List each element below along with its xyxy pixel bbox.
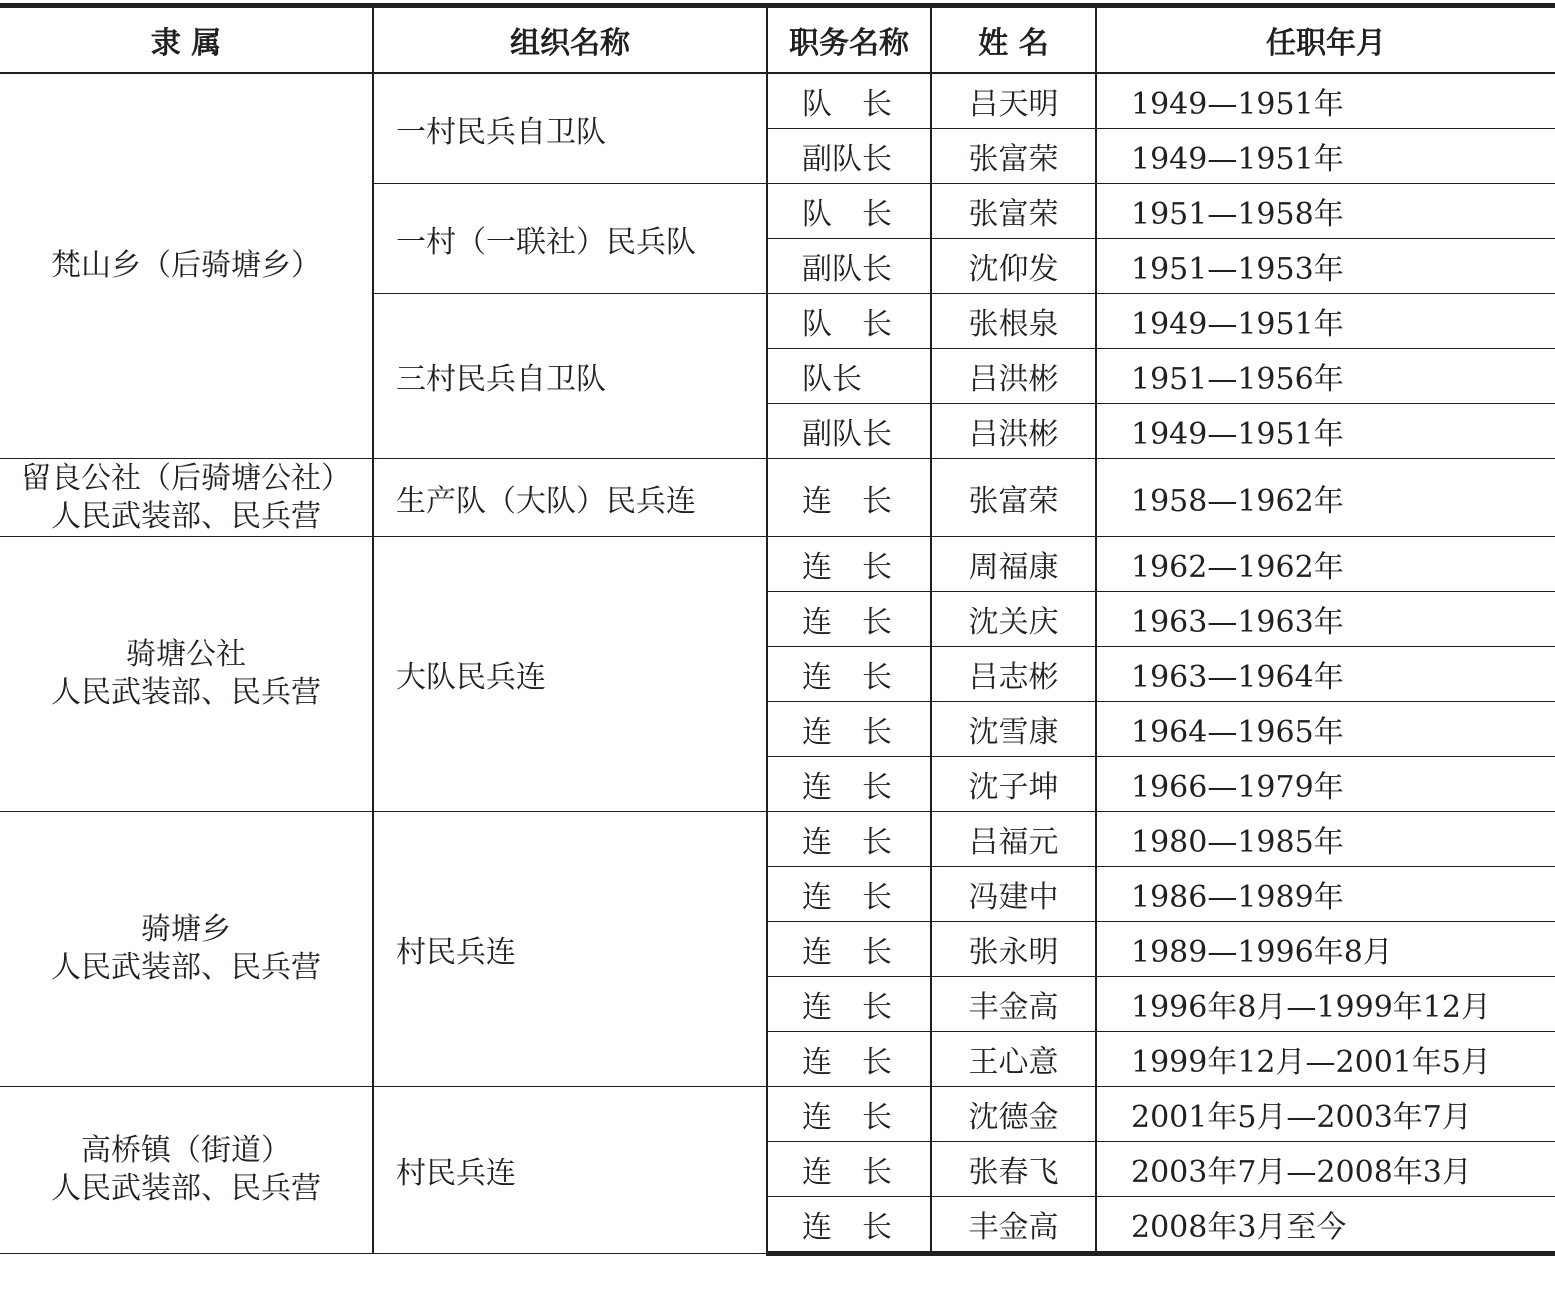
cell-name: 张根泉	[931, 294, 1096, 349]
cell-name: 丰金高	[931, 977, 1096, 1032]
cell-role: 连 长	[767, 757, 931, 812]
cell-org: 三村民兵自卫队	[373, 294, 767, 459]
cell-name: 张富荣	[931, 184, 1096, 239]
cell-term: 1980—1985年	[1096, 812, 1555, 867]
header-unit: 隶 属	[0, 6, 373, 74]
cell-term: 2003年7月—2008年3月	[1096, 1142, 1555, 1197]
cell-term: 1958—1962年	[1096, 459, 1555, 537]
cell-name: 冯建中	[931, 867, 1096, 922]
unit-line: 梵山乡（后骑塘乡）	[51, 248, 321, 283]
cell-term: 1949—1951年	[1096, 129, 1555, 184]
cell-role: 连 长	[767, 977, 931, 1032]
unit-line: 人民武装部、民兵营	[51, 950, 321, 985]
cell-term: 1949—1951年	[1096, 73, 1555, 129]
cell-role: 连 长	[767, 867, 931, 922]
cell-name: 张春飞	[931, 1142, 1096, 1197]
table-row	[0, 812, 1555, 867]
cell-role: 副队长	[767, 129, 931, 184]
cell-role: 连 长	[767, 647, 931, 702]
cell-name: 丰金高	[931, 1197, 1096, 1254]
cell-term: 1951—1956年	[1096, 349, 1555, 404]
unit-line: 骑塘乡	[141, 912, 231, 947]
cell-name: 吕天明	[931, 73, 1096, 129]
header-role: 职务名称	[767, 6, 931, 74]
cell-term: 1949—1951年	[1096, 294, 1555, 349]
cell-name: 周福康	[931, 537, 1096, 592]
unit-line: 骑塘公社	[126, 637, 246, 672]
cell-term: 1996年8月—1999年12月	[1096, 977, 1555, 1032]
table-row	[0, 459, 1555, 537]
cell-name: 吕福元	[931, 812, 1096, 867]
cell-unit	[0, 459, 373, 537]
cell-role: 连 长	[767, 812, 931, 867]
militia-leaders-table	[0, 3, 1555, 1256]
cell-org: 一村（一联社）民兵队	[373, 184, 767, 294]
cell-name: 王心意	[931, 1032, 1096, 1087]
militia-leaders-table-wrapper	[0, 3, 1555, 1256]
table-row	[0, 73, 1555, 129]
cell-org: 村民兵连	[373, 812, 767, 1087]
cell-org: 生产队（大队）民兵连	[373, 459, 767, 537]
cell-unit	[0, 537, 373, 812]
cell-role: 副队长	[767, 239, 931, 294]
cell-unit	[0, 812, 373, 1087]
cell-term: 1989—1996年8月	[1096, 922, 1555, 977]
cell-org: 一村民兵自卫队	[373, 73, 767, 184]
header-term: 任职年月	[1096, 6, 1555, 74]
cell-name: 吕洪彬	[931, 404, 1096, 459]
table-row	[0, 1087, 1555, 1142]
cell-role: 队 长	[767, 184, 931, 239]
cell-role: 副队长	[767, 404, 931, 459]
header-name: 姓 名	[931, 6, 1096, 74]
cell-role: 连 长	[767, 537, 931, 592]
unit-line: 留良公社（后骑塘公社）	[21, 460, 351, 496]
cell-unit	[0, 73, 373, 459]
unit-line: 人民武装部、民兵营	[51, 1171, 321, 1206]
cell-name: 沈关庆	[931, 592, 1096, 647]
cell-term: 1949—1951年	[1096, 404, 1555, 459]
cell-term: 2001年5月—2003年7月	[1096, 1087, 1555, 1142]
cell-name: 沈德金	[931, 1087, 1096, 1142]
cell-term: 1963—1964年	[1096, 647, 1555, 702]
cell-role: 连 长	[767, 459, 931, 537]
cell-role: 连 长	[767, 1142, 931, 1197]
header-row	[0, 6, 1555, 74]
cell-name: 吕志彬	[931, 647, 1096, 702]
unit-line: 人民武装部、民兵营	[51, 498, 321, 534]
cell-role: 连 长	[767, 1197, 931, 1254]
cell-term: 1963—1963年	[1096, 592, 1555, 647]
cell-role: 队 长	[767, 73, 931, 129]
cell-role: 连 长	[767, 592, 931, 647]
cell-org: 村民兵连	[373, 1087, 767, 1254]
cell-term: 1962—1962年	[1096, 537, 1555, 592]
cell-org: 大队民兵连	[373, 537, 767, 812]
cell-name: 张富荣	[931, 129, 1096, 184]
cell-name: 吕洪彬	[931, 349, 1096, 404]
cell-term: 1986—1989年	[1096, 867, 1555, 922]
cell-role: 队 长	[767, 294, 931, 349]
cell-name: 张永明	[931, 922, 1096, 977]
cell-role: 队长	[767, 349, 931, 404]
cell-role: 连 长	[767, 1032, 931, 1087]
cell-role: 连 长	[767, 922, 931, 977]
cell-name: 张富荣	[931, 459, 1096, 537]
unit-line: 人民武装部、民兵营	[51, 675, 321, 710]
cell-term: 1951—1958年	[1096, 184, 1555, 239]
cell-name: 沈子坤	[931, 757, 1096, 812]
cell-name: 沈仰发	[931, 239, 1096, 294]
cell-unit	[0, 1087, 373, 1254]
table-body	[0, 73, 1555, 1254]
cell-role: 连 长	[767, 702, 931, 757]
cell-term: 1964—1965年	[1096, 702, 1555, 757]
cell-term: 1999年12月—2001年5月	[1096, 1032, 1555, 1087]
header-org: 组织名称	[373, 6, 767, 74]
unit-line: 高桥镇（街道）	[81, 1133, 291, 1168]
cell-term: 1966—1979年	[1096, 757, 1555, 812]
cell-term: 1951—1953年	[1096, 239, 1555, 294]
cell-term: 2008年3月至今	[1096, 1197, 1555, 1254]
cell-role: 连 长	[767, 1087, 931, 1142]
table-row	[0, 537, 1555, 592]
cell-name: 沈雪康	[931, 702, 1096, 757]
